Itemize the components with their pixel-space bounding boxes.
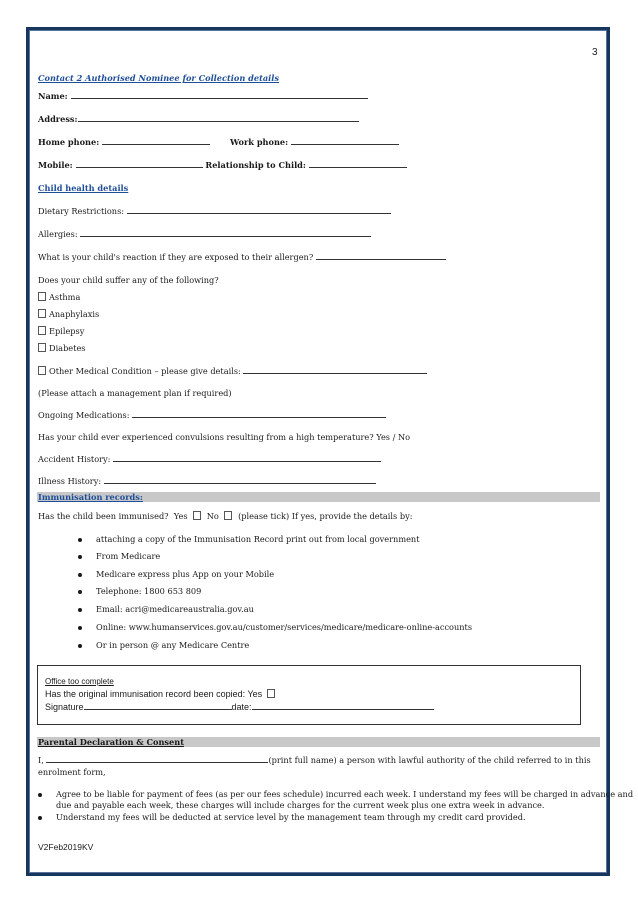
bullet-icon (78, 538, 82, 542)
other-condition-label: Other Medical Condition – please give details: (49, 366, 241, 376)
immunisation-option (78, 551, 160, 561)
declaration-intro-row (38, 755, 591, 765)
mobile-label: Mobile: (38, 160, 73, 170)
allergies-field[interactable] (80, 229, 371, 237)
dietary-row (38, 206, 391, 216)
checkbox-icon[interactable] (38, 309, 46, 318)
checkbox-icon[interactable] (38, 366, 46, 375)
convulsions-row (38, 432, 410, 442)
illness-field[interactable] (104, 476, 376, 484)
name-row (38, 91, 368, 101)
accident-row (38, 454, 381, 464)
convulsions-question: Has your child ever experienced convulsions resulting from a high temperature? (38, 432, 374, 442)
immunised-yes-label: Yes (173, 511, 188, 521)
condition-diabetes[interactable] (38, 343, 86, 353)
attach-plan-note: (Please attach a management plan if required) (38, 388, 232, 398)
immunisation-option (78, 604, 254, 614)
allergies-label: Allergies: (38, 229, 78, 239)
version-footer: V2Feb2019KV (38, 842, 94, 852)
office-copied-row (45, 689, 278, 699)
address-row (38, 114, 359, 124)
condition-asthma[interactable] (38, 292, 80, 302)
checkbox-icon[interactable] (38, 343, 46, 352)
bullet-icon (78, 626, 82, 630)
home-phone-label: Home phone: (38, 137, 100, 147)
contact2-heading: Contact 2 Authorised Nominee for Collection details (38, 73, 279, 83)
office-copied-checkbox[interactable] (267, 689, 275, 698)
condition-label: Diabetes (49, 343, 86, 353)
condition-epilepsy[interactable] (38, 326, 84, 336)
relationship-field[interactable] (309, 160, 407, 168)
illness-label: Illness History: (38, 476, 102, 486)
option-text: Medicare express plus App on your Mobile (96, 569, 275, 579)
bullet-icon (38, 816, 42, 820)
immunisation-heading: Immunisation records: (38, 492, 143, 502)
date-field[interactable] (252, 702, 434, 710)
declaration-bullet-cont: due and payable each week, these charges will include charges for the current week plus one extra week in advance. (56, 800, 545, 810)
work-phone-row (230, 137, 399, 147)
immunisation-option (78, 534, 420, 544)
health-heading: Child health details (38, 183, 129, 193)
immunisation-option (78, 622, 472, 632)
bullet-text: Agree to be liable for payment of fees (as per our fees schedule) incurred each week. I understand my fees will be charged in advance and (56, 789, 634, 799)
checkbox-icon[interactable] (38, 292, 46, 301)
illness-row (38, 476, 376, 486)
dietary-field[interactable] (127, 206, 391, 214)
page-border (26, 27, 610, 876)
address-field[interactable] (78, 114, 359, 122)
immunisation-option (78, 640, 249, 650)
immunised-yes-checkbox[interactable] (193, 511, 201, 520)
home-phone-row (38, 137, 210, 147)
ongoing-meds-row (38, 410, 386, 420)
immunised-question: Has the child been immunised? (38, 511, 169, 521)
work-phone-label: Work phone: (230, 137, 289, 147)
declaration-bullet (38, 789, 633, 799)
bullet-icon (78, 590, 82, 594)
option-text: Or in person @ any Medicare Centre (96, 640, 250, 650)
option-text: Email: acri@medicareaustralia.gov.au (96, 604, 254, 614)
declaration-intro-text: (print full name) a person with lawful authority of the child referred to in this (268, 755, 591, 765)
allergies-row (38, 229, 371, 239)
date-label: date: (231, 702, 252, 712)
bullet-icon (78, 644, 82, 648)
suffer-question: Does your child suffer any of the following? (38, 275, 219, 285)
convulsions-yes-no[interactable]: Yes / No (376, 432, 411, 442)
name-field[interactable] (71, 91, 368, 99)
other-condition-row (38, 366, 427, 376)
declaration-intro-prefix: I, (38, 755, 44, 765)
declaration-intro-cont: enrolment form, (38, 767, 106, 777)
accident-label: Accident History: (38, 454, 111, 464)
ongoing-meds-field[interactable] (132, 410, 386, 418)
option-text: Online: www.humanservices.gov.au/customer/services/medicare/medicare-online-accounts (96, 622, 473, 632)
option-text: From Medicare (96, 551, 161, 561)
reaction-row (38, 252, 446, 262)
bullet-icon (38, 793, 42, 797)
other-condition-field[interactable] (243, 366, 427, 374)
office-title: Office too complete (45, 677, 114, 686)
signature-label: Signature (45, 702, 84, 712)
reaction-question: What is your child's reaction if they are exposed to their allergen? (38, 252, 314, 262)
option-text: attaching a copy of the Immunisation Record print out from local government (96, 534, 420, 544)
condition-label: Asthma (49, 292, 81, 302)
immunised-no-checkbox[interactable] (224, 511, 232, 520)
dietary-label: Dietary Restrictions: (38, 206, 125, 216)
bullet-icon (78, 608, 82, 612)
declaration-heading: Parental Declaration & Consent (38, 737, 184, 747)
immunised-question-row (38, 511, 412, 521)
reaction-field[interactable] (316, 252, 446, 260)
condition-label: Epilepsy (49, 326, 85, 336)
page-number: 3 (592, 47, 598, 58)
immunisation-option (78, 586, 201, 596)
bullet-icon (78, 555, 82, 559)
mobile-row (38, 160, 407, 170)
address-label: Address: (38, 114, 78, 124)
condition-label: Anaphylaxis (49, 309, 100, 319)
bullet-text: Understand my fees will be deducted at service level by the management team through my credit card provided. (56, 812, 526, 822)
relationship-label: Relationship to Child: (205, 160, 306, 170)
condition-anaphylaxis[interactable] (38, 309, 99, 319)
accident-field[interactable] (113, 454, 381, 462)
home-phone-field[interactable] (102, 137, 210, 145)
option-text: Telephone: 1800 653 809 (96, 586, 202, 596)
ongoing-meds-label: Ongoing Medications: (38, 410, 130, 420)
signature-field[interactable] (84, 702, 232, 710)
office-copied-question: Has the original immunisation record been copied: Yes (45, 689, 263, 699)
declaration-bullet (38, 812, 526, 822)
immunised-no-label: No (206, 511, 219, 521)
immunised-question-end: (please tick) If yes, provide the details by: (238, 511, 413, 521)
bullet-icon (78, 573, 82, 577)
office-signature-row (45, 702, 434, 712)
name-label: Name: (38, 91, 68, 101)
work-phone-field[interactable] (291, 137, 399, 145)
immunisation-option (78, 569, 274, 579)
full-name-field[interactable] (46, 755, 268, 763)
mobile-field[interactable] (76, 160, 203, 168)
checkbox-icon[interactable] (38, 326, 46, 335)
